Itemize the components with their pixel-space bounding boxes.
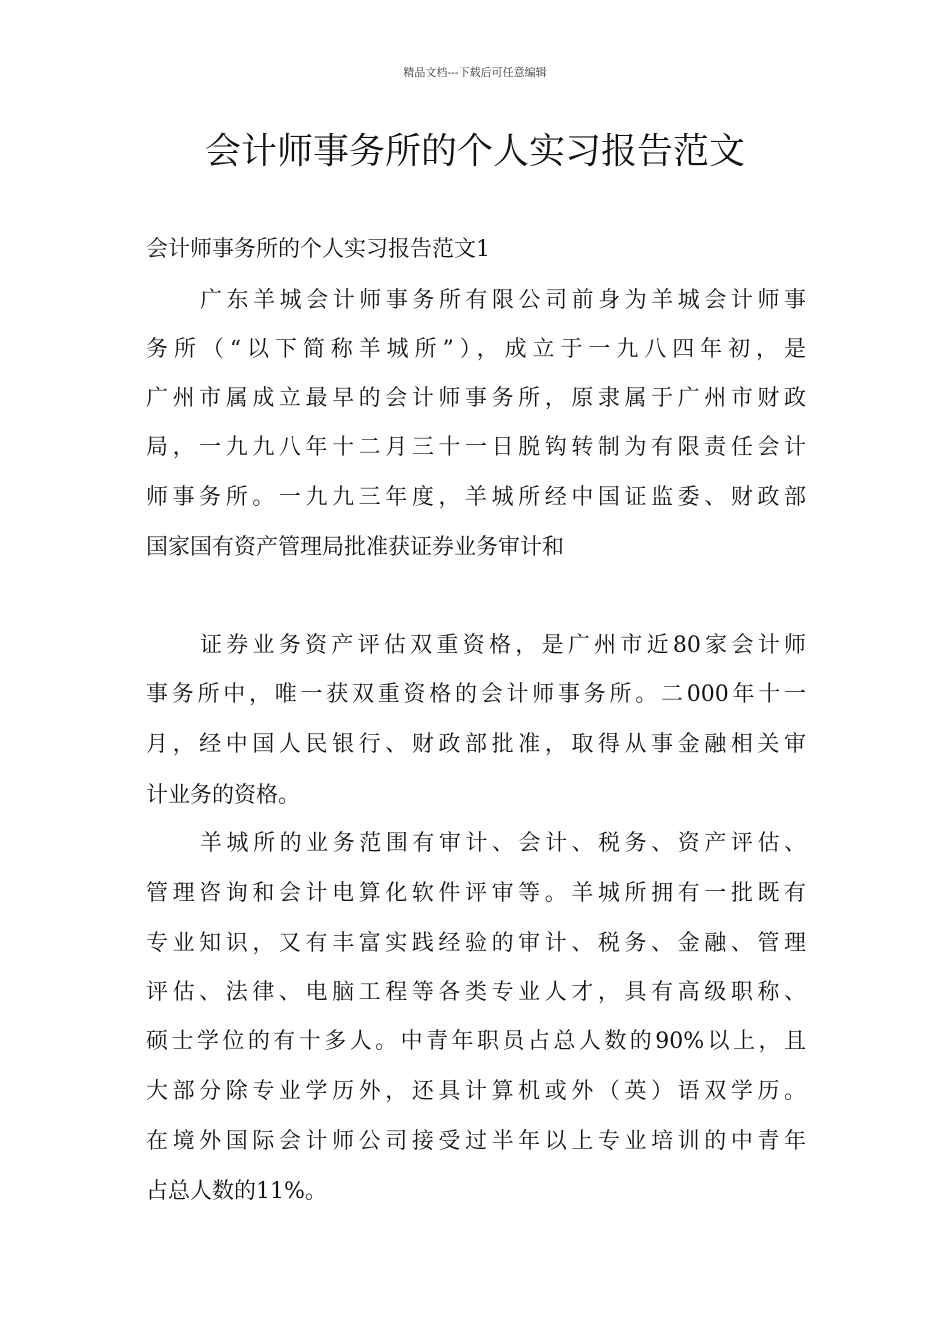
section-heading: 会计师事务所的个人实习报告范文1 — [146, 237, 490, 262]
paragraph-line: 局，一九九八年十二月三十一日脱钩转制为有限责任会计 — [146, 435, 806, 460]
paragraph-line: 国家国有资产管理局批准获证券业务审计和 — [146, 535, 565, 560]
paragraph-line: 证券业务资产评估双重资格，是广州市近80家会计师 — [200, 633, 806, 658]
paragraph-line: 事务所中，唯一获双重资格的会计师事务所。二000年十一 — [146, 682, 806, 707]
paragraph-line: 管理咨询和会计电算化软件评审等。羊城所拥有一批既有 — [146, 881, 806, 906]
paragraph-line: 大部分除专业学历外，还具计算机或外（英）语双学历。 — [146, 1079, 806, 1104]
paragraph-line: 羊城所的业务范围有审计、会计、税务、资产评估、 — [200, 831, 806, 856]
page-header-note: 精品文档---下载后可任意编辑 — [403, 66, 547, 79]
paragraph-line: 月，经中国人民银行、财政部批准，取得从事金融相关审 — [146, 732, 806, 757]
paragraph-line: 占总人数的11%。 — [146, 1179, 327, 1204]
document-title: 会计师事务所的个人实习报告范文 — [204, 131, 745, 172]
paragraph-line: 评估、法律、电脑工程等各类专业人才，具有高级职称、 — [146, 980, 806, 1005]
paragraph-line: 广东羊城会计师事务所有限公司前身为羊城会计师事 — [200, 288, 806, 313]
paragraph-line: 硕士学位的有十多人。中青年职员占总人数的90%以上，且 — [146, 1029, 806, 1054]
paragraph-line: 师事务所。一九九三年度，羊城所经中国证监委、财政部 — [146, 485, 806, 510]
paragraph-line: 在境外国际会计师公司接受过半年以上专业培训的中青年 — [146, 1129, 806, 1154]
paragraph-line: 专业知识，又有丰富实践经验的审计、税务、金融、管理 — [146, 931, 806, 956]
paragraph-line: 计业务的资格。 — [146, 783, 301, 808]
paragraph-line: 务所（“以下简称羊城所”），成立于一九八四年初，是 — [146, 337, 806, 362]
paragraph-line: 广州市属成立最早的会计师事务所，原隶属于广州市财政 — [146, 386, 806, 411]
